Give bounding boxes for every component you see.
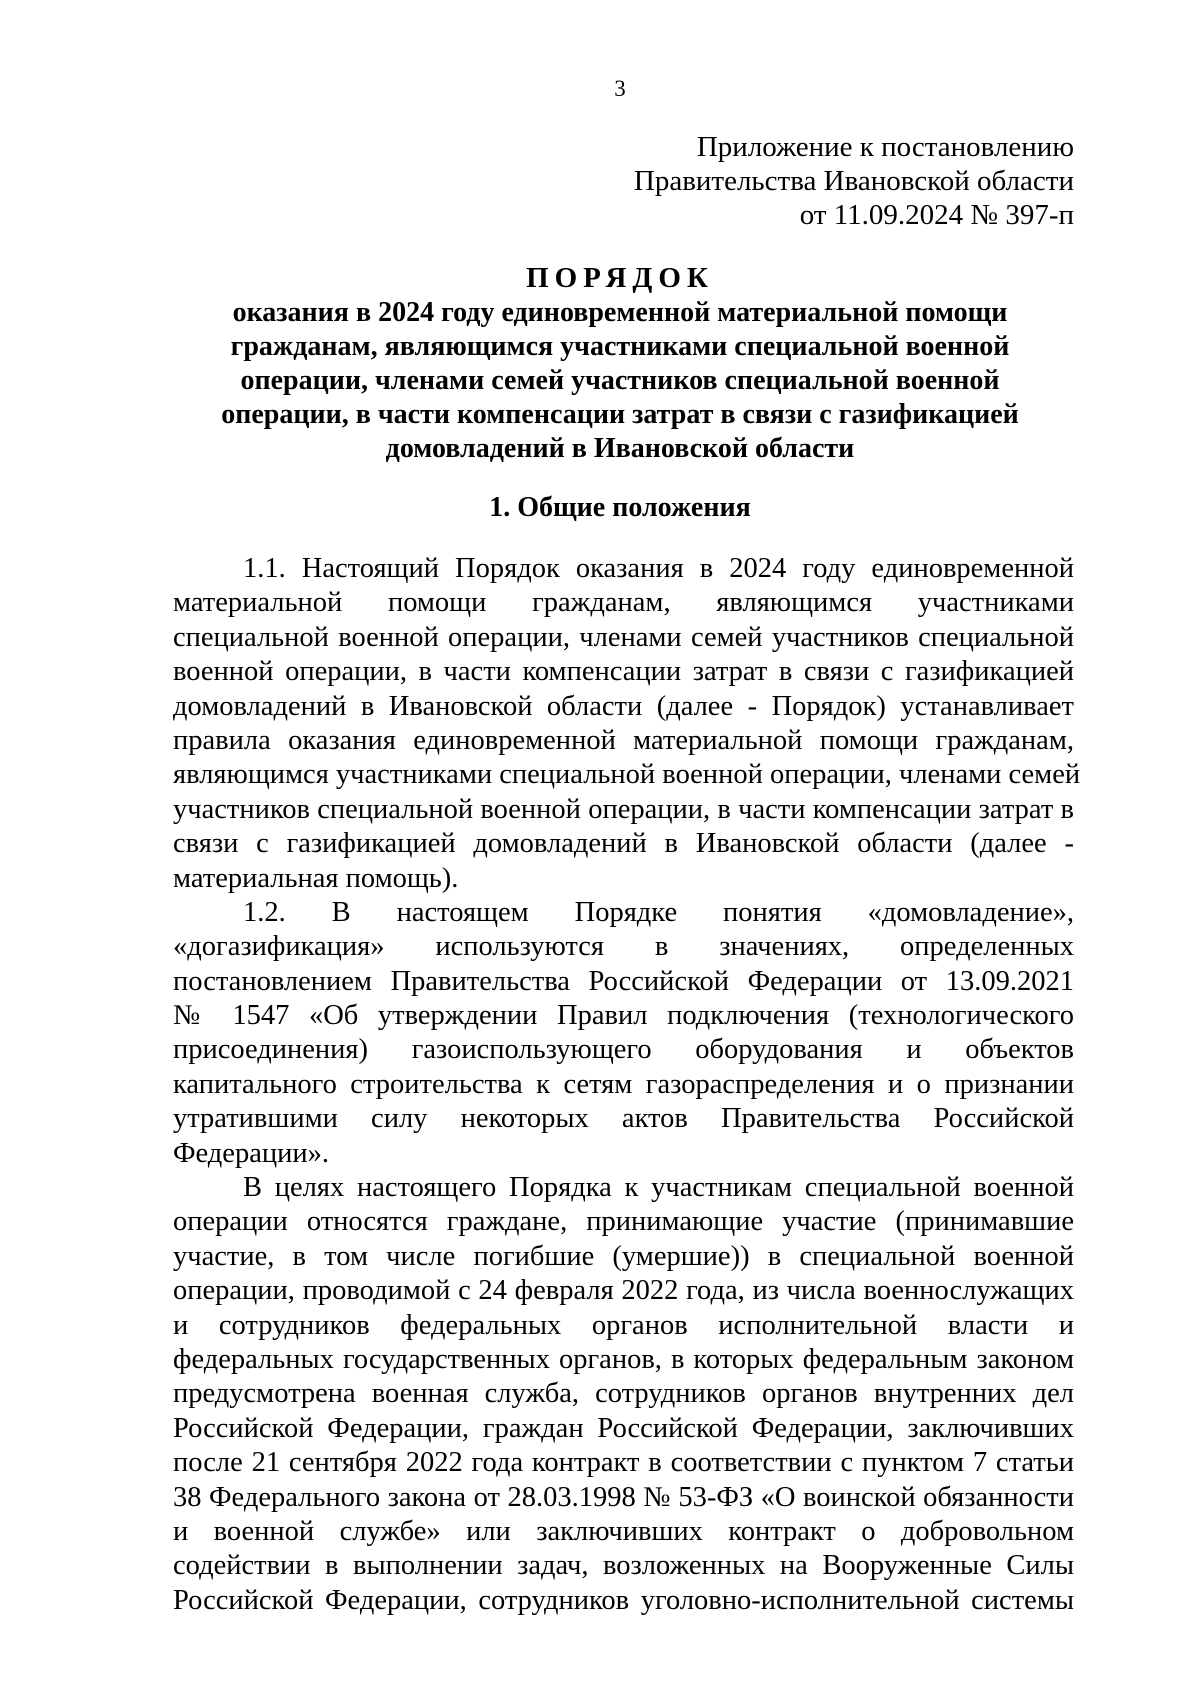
paragraph-line: правила оказания единовременной материальной помощи гражданам, bbox=[173, 724, 1074, 756]
subtitle-line: операции, членами семей участников специальной военной bbox=[240, 365, 1000, 396]
paragraph-line: материальной помощи гражданам, являющимся участниками bbox=[173, 587, 1074, 619]
paragraph-line: Российской Федерации, граждан Российской Федерации, заключивших bbox=[173, 1412, 1074, 1444]
paragraph-line: после 21 сентября 2022 года контракт в соответствии с пунктом 7 статьи bbox=[173, 1447, 1074, 1479]
subtitle-line: гражданам, являющимся участниками специальной военной bbox=[230, 331, 1010, 362]
paragraph-line: капитального строительства к сетям газораспределения и о признании bbox=[173, 1068, 1074, 1100]
page-number: 3 bbox=[614, 76, 626, 101]
paragraph-line: участие, в том числе погибшие (умершие)) в специальной военной bbox=[173, 1240, 1074, 1272]
subtitle-line: операции, в части компенсации затрат в связи с газификацией bbox=[221, 399, 1019, 430]
document-title: ПОРЯДОК bbox=[526, 262, 714, 294]
paragraph-line: 1.2. В настоящем Порядке понятия «домовладение», bbox=[243, 896, 1074, 928]
paragraph-line: № 1547 «Об утверждении Правил подключения (технологического bbox=[173, 1000, 1074, 1032]
paragraph-line: предусмотрена военная служба, сотрудников органов внутренних дел bbox=[173, 1378, 1074, 1410]
paragraph-line: присоединения) газоиспользующего оборудования и объектов bbox=[173, 1034, 1074, 1066]
paragraph-line: содействии в выполнении задач, возложенных на Вооруженные Силы bbox=[173, 1550, 1074, 1582]
paragraph-line: 1.1. Настоящий Порядок оказания в 2024 году единовременной bbox=[243, 553, 1074, 584]
paragraph-line: операции относятся граждане, принимающие участие (принимавшие bbox=[173, 1206, 1074, 1238]
paragraph-line: Федерации». bbox=[173, 1137, 329, 1169]
paragraph-line: военной операции, в части компенсации затрат в связи с газификацией bbox=[173, 656, 1074, 688]
subtitle-line: оказания в 2024 году единовременной материальной помощи bbox=[232, 297, 1008, 328]
paragraph bbox=[173, 552, 1081, 896]
paragraph-line: утратившими силу некоторых актов Правительства Российской bbox=[173, 1103, 1074, 1135]
paragraph-line: В целях настоящего Порядка к участникам специальной военной bbox=[243, 1172, 1074, 1204]
subtitle-line: домовладений в Ивановской области bbox=[385, 433, 855, 464]
paragraph-line: операции, проводимой с 24 февраля 2022 года, из числа военнослужащих bbox=[173, 1275, 1074, 1307]
paragraph bbox=[173, 896, 1074, 1171]
paragraph-line: «догазификация» используются в значениях, определенных bbox=[173, 931, 1074, 963]
appendix-line: Приложение к постановлению bbox=[696, 131, 1074, 163]
appendix-line: Правительства Ивановской области bbox=[633, 165, 1074, 197]
paragraph-line: федеральных государственных органов, в которых федеральным законом bbox=[173, 1343, 1074, 1375]
paragraph-line: и военной службе» или заключивших контракт о добровольном bbox=[173, 1515, 1074, 1547]
document-body bbox=[173, 552, 1081, 1618]
paragraph-line: являющимся участниками специальной военной операции, членами семей bbox=[173, 759, 1081, 791]
paragraph-line: постановлением Правительства Российской Федерации от 13.09.2021 bbox=[173, 965, 1074, 997]
appendix-reference bbox=[634, 130, 1074, 232]
paragraph-line: 38 Федерального закона от 28.03.1998 № 53-ФЗ «О воинской обязанности bbox=[173, 1481, 1074, 1513]
section-heading: 1. Общие положения bbox=[489, 492, 751, 523]
paragraph-line: связи с газификацией домовладений в Ивановской области (далее - bbox=[173, 828, 1074, 860]
appendix-line: от 11.09.2024 № 397-п bbox=[799, 199, 1074, 231]
paragraph bbox=[173, 1171, 1074, 1618]
paragraph-line: участников специальной военной операции, в части компенсации затрат в bbox=[173, 793, 1074, 825]
document-subtitle bbox=[0, 296, 1200, 466]
paragraph-line: материальная помощь). bbox=[173, 862, 459, 894]
paragraph-line: домовладений в Ивановской области (далее - Порядок) устанавливает bbox=[173, 690, 1074, 722]
paragraph-line: специальной военной операции, членами семей участников специальной bbox=[173, 621, 1074, 653]
paragraph-line: Российской Федерации, сотрудников уголовно-исполнительной системы bbox=[173, 1584, 1074, 1616]
paragraph-line: и сотрудников федеральных органов исполнительной власти и bbox=[173, 1309, 1074, 1341]
